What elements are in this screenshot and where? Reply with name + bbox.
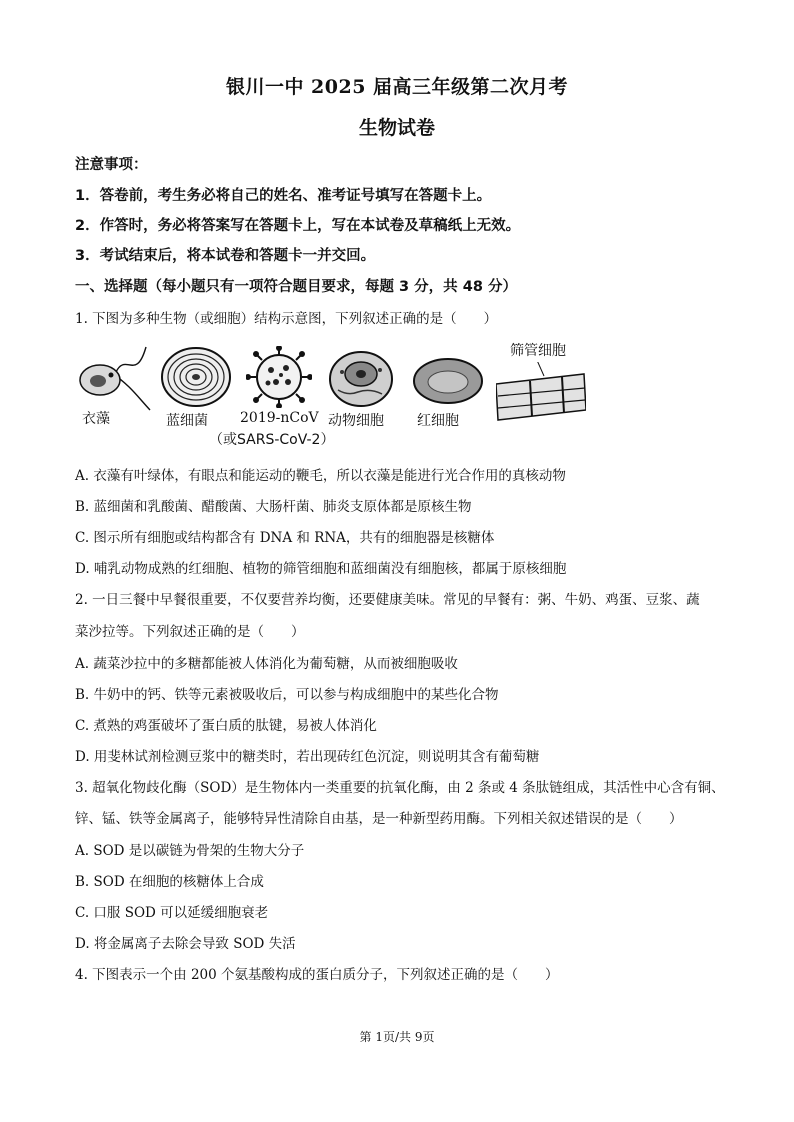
cyanobacteria-illustration (160, 346, 232, 408)
coronavirus-illustration (246, 346, 312, 408)
label-chlamydomonas: 衣藻 (82, 411, 110, 427)
label-coronavirus: 2019-nCoV (240, 410, 319, 426)
red-blood-cell-illustration (412, 356, 484, 406)
organism-figure (76, 340, 586, 450)
q2-option-b: B. 牛奶中的钙、铁等元素被吸收后，可以参与构成细胞中的某些化合物 (75, 687, 499, 703)
notice-heading: 注意事项： (75, 157, 148, 173)
chlamydomonas-illustration (76, 342, 154, 412)
question-2-stem: 2. 一日三餐中早餐很重要，不仅要营养均衡，还要健康美味。常见的早餐有：粥、牛奶、鸡蛋、豆浆、蔬 (75, 592, 700, 608)
notice-item: 3．考试结束后，将本试卷和答题卡一并交回。 (75, 248, 376, 264)
q3-option-a: A. SOD 是以碳链为骨架的生物大分子 (75, 843, 305, 859)
notice-item: 2．作答时，务必将答案写在答题卡上，写在本试卷及草稿纸上无效。 (75, 218, 521, 234)
q2-option-a: A. 蔬菜沙拉中的多糖都能被人体消化为葡萄糖，从而被细胞吸收 (75, 656, 458, 672)
section-heading: 一、选择题（每小题只有一项符合题目要求，每题 3 分，共 48 分） (75, 279, 517, 295)
q2-option-d: D. 用斐林试剂检测豆浆中的糖类时，若出现砖红色沉淀，则说明其含有葡萄糖 (75, 749, 540, 765)
page-number: 第 1页/共 9页 (359, 1030, 435, 1044)
label-coronavirus-alt: （或SARS-CoV-2） (209, 432, 335, 448)
label-red-blood-cell: 红细胞 (417, 413, 459, 429)
exam-title: 银川一中 2025 届高三年级第二次月考 (225, 76, 569, 98)
animal-cell-illustration (328, 350, 394, 408)
question-2-stem-cont: 菜沙拉等。下列叙述正确的是（ ） (75, 624, 305, 640)
q3-option-c: C. 口服 SOD 可以延缓细胞衰老 (75, 905, 269, 921)
q2-option-c: C. 煮熟的鸡蛋破坏了蛋白质的肽键，易被人体消化 (75, 718, 377, 734)
label-cyanobacteria: 蓝细菌 (166, 413, 208, 429)
exam-subtitle: 生物试卷 (358, 117, 435, 139)
q1-option-b: B. 蓝细菌和乳酸菌、醋酸菌、大肠杆菌、肺炎支原体都是原核生物 (75, 499, 472, 515)
label-sieve-tube-cell: 筛管细胞 (510, 343, 566, 359)
sieve-tube-illustration (496, 362, 586, 422)
question-3-stem: 3. 超氧化物歧化酶（SOD）是生物体内一类重要的抗氧化酶，由 2 条或 4 条肽链组成，其活性中心含有铜、 (75, 780, 725, 796)
question-4-stem: 4. 下图表示一个由 200 个氨基酸构成的蛋白质分子，下列叙述正确的是（ ） (75, 967, 559, 983)
q3-option-d: D. 将金属离子去除会导致 SOD 失活 (75, 936, 296, 952)
q1-option-a: A. 衣藻有叶绿体，有眼点和能运动的鞭毛，所以衣藻是能进行光合作用的真核动物 (75, 468, 566, 484)
label-animal-cell: 动物细胞 (328, 413, 384, 429)
question-3-stem-cont: 锌、锰、铁等金属离子，能够特异性清除自由基，是一种新型药用酶。下列相关叙述错误的是（ ） (75, 811, 683, 827)
q1-option-c: C. 图示所有细胞或结构都含有 DNA 和 RNA，共有的细胞器是核糖体 (75, 530, 495, 546)
q3-option-b: B. SOD 在细胞的核糖体上合成 (75, 874, 264, 890)
q1-option-d: D. 哺乳动物成熟的红细胞、植物的筛管细胞和蓝细菌没有细胞核，都属于原核细胞 (75, 561, 567, 577)
notice-item: 1．答卷前，考生务必将自己的姓名、准考证号填写在答题卡上。 (75, 188, 492, 204)
question-1-stem: 1. 下图为多种生物（或细胞）结构示意图，下列叙述正确的是（ ） (75, 311, 498, 327)
